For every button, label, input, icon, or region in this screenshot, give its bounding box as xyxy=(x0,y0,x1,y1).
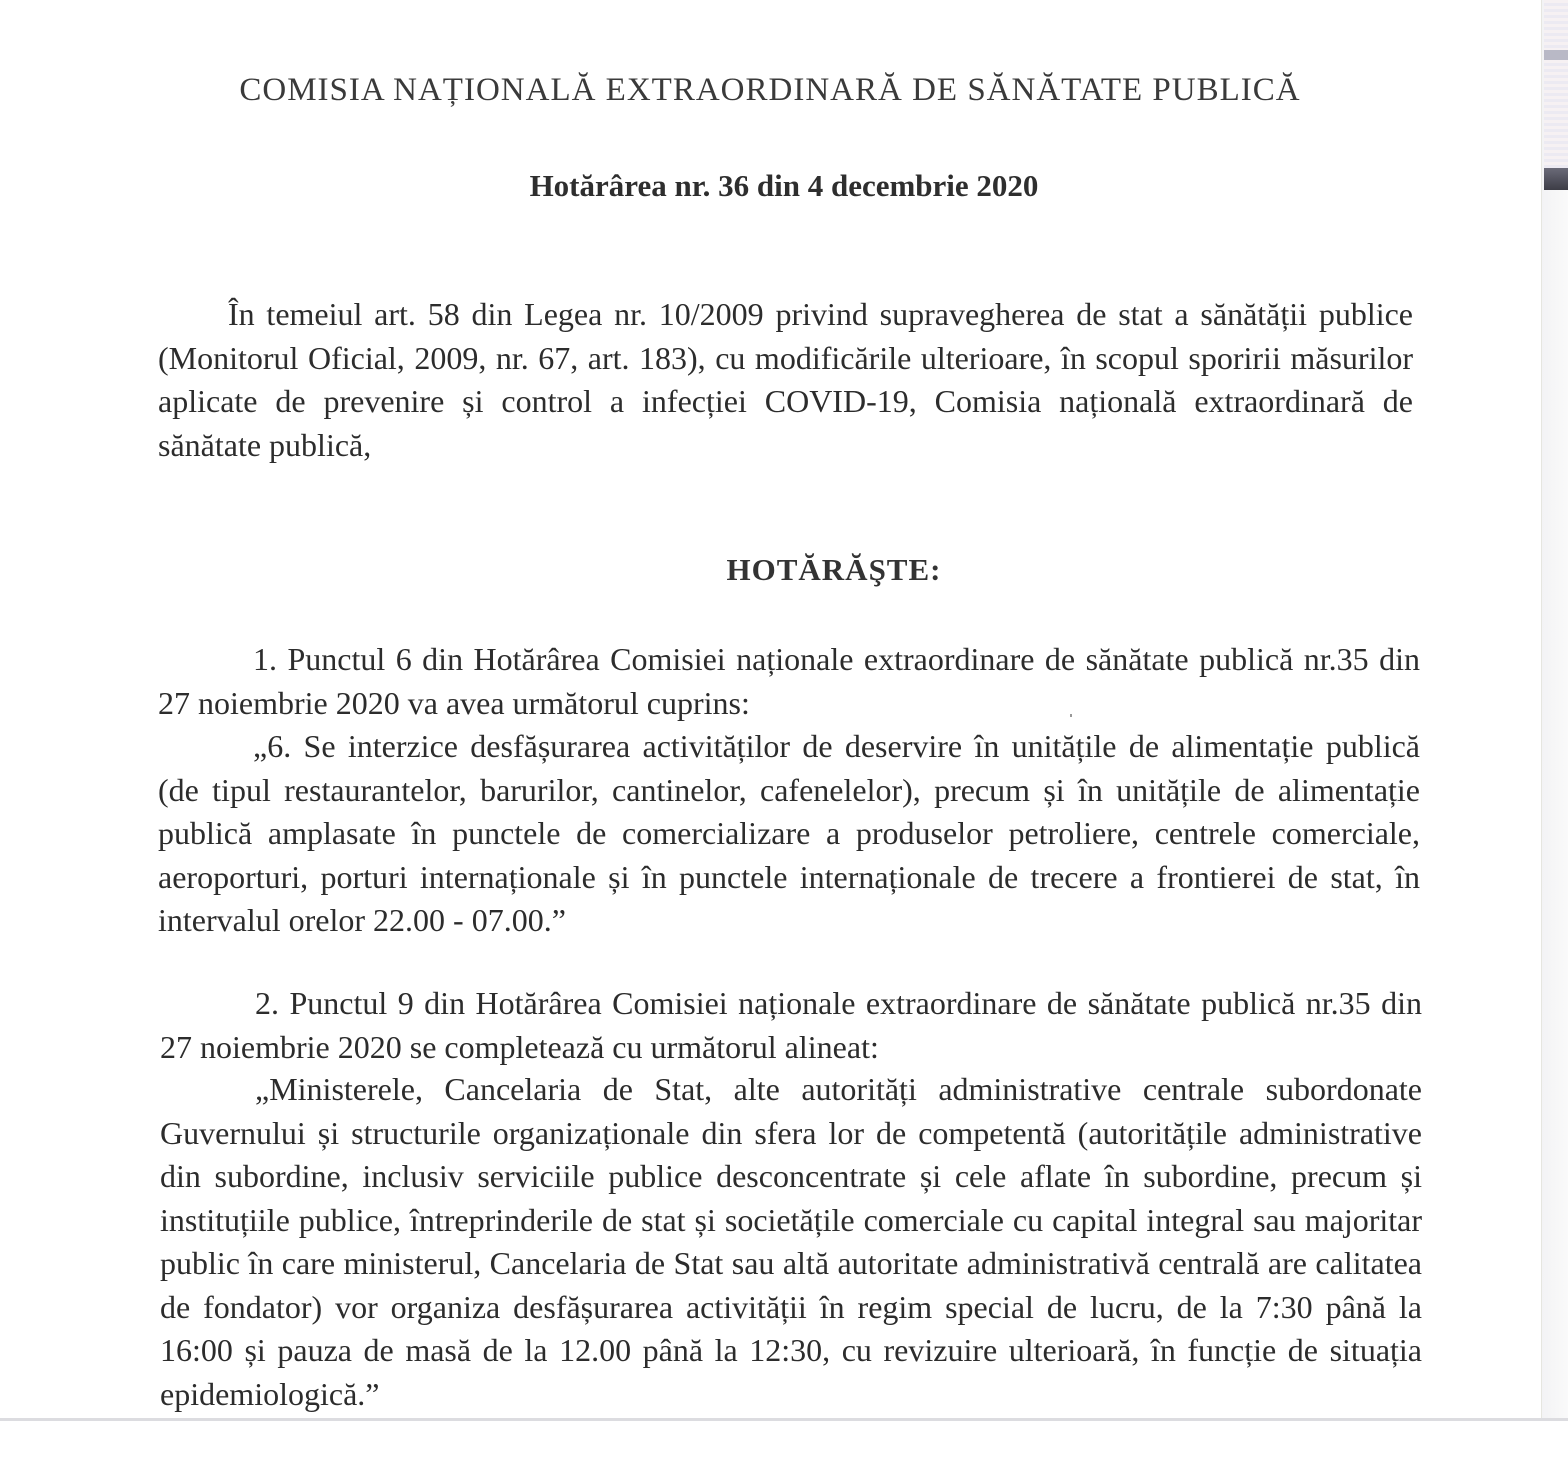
adjacent-page-edge xyxy=(1541,0,1568,1418)
decision-heading: HOTĂRĂŞTE: xyxy=(726,552,942,587)
point-2-quote: „Ministerele, Cancelaria de Stat, alte autorități administrative centrale subordonate Guvernului și structurile organizaționale din sfera lor de competentă (autoritățile administrative din subordine, inclusiv serviciile publice desconcentrate și cele aflate în subordine, precum și instituțiile publice, întreprinderile de stat și societățile comerciale cu capital integral sau majoritar public în care ministerul, Cancelaria de Stat sau altă autoritate administrativă centrală are calitatea de fondator) vor organiza desfășurarea activității în regim special de lucru, de la 7:30 până la 16:00 și pauza de masă de la 12.00 până la 12:30, cu revizuire ulterioară, în funcție de situația epidemiologică.” xyxy=(160,1071,1422,1412)
document-title: COMISIA NAȚIONALĂ EXTRAORDINARĂ DE SĂNĂTATE PUBLICĂ xyxy=(239,72,1301,108)
point-2-text: 2. Punctul 9 din Hotărârea Comisiei naționale extraordinare de sănătate publică nr.35 din 27 noiembrie 2020 se completează cu următorul alineat: xyxy=(160,985,1422,1065)
decision-number-title: Hotărârea nr. 36 din 4 decembrie 2020 xyxy=(529,168,1039,203)
scan-speck xyxy=(1070,714,1072,717)
page-edge-mark xyxy=(1544,50,1568,60)
point-1-quote: „6. Se interzice desfășurarea activităților de deservire în unitățile de alimentație publică (de tipul restaurantelor, barurilor, cantinelor, cafenelelor), precum și în unitățile de alimentație publică amplasate în punctele de comercializare a produselor petroliere, centrele comerciale, aeroporturi, porturi internaționale și în punctele internaționale de trecere a frontierei de stat, în intervalul orelor 22.00 - 07.00.” xyxy=(158,728,1420,938)
page-edge-texture xyxy=(1544,0,1568,168)
point-1-text: 1. Punctul 6 din Hotărârea Comisiei naționale extraordinare de sănătate publică nr.35 din 27 noiembrie 2020 va avea următorul cuprins: xyxy=(158,641,1420,721)
page-edge-dark-mark xyxy=(1544,168,1568,190)
intro-paragraph: În temeiul art. 58 din Legea nr. 10/2009 privind supravegherea de stat a sănătății publice (Monitorul Oficial, 2009, nr. 67, art. 183), cu modificările ulterioare, în scopul sporirii măsurilor aplicate de prevenire și control a infecției COVID-19, Comisia națională extraordinară de sănătate publică, xyxy=(158,296,1413,463)
viewer-bottom-edge xyxy=(0,1418,1568,1463)
